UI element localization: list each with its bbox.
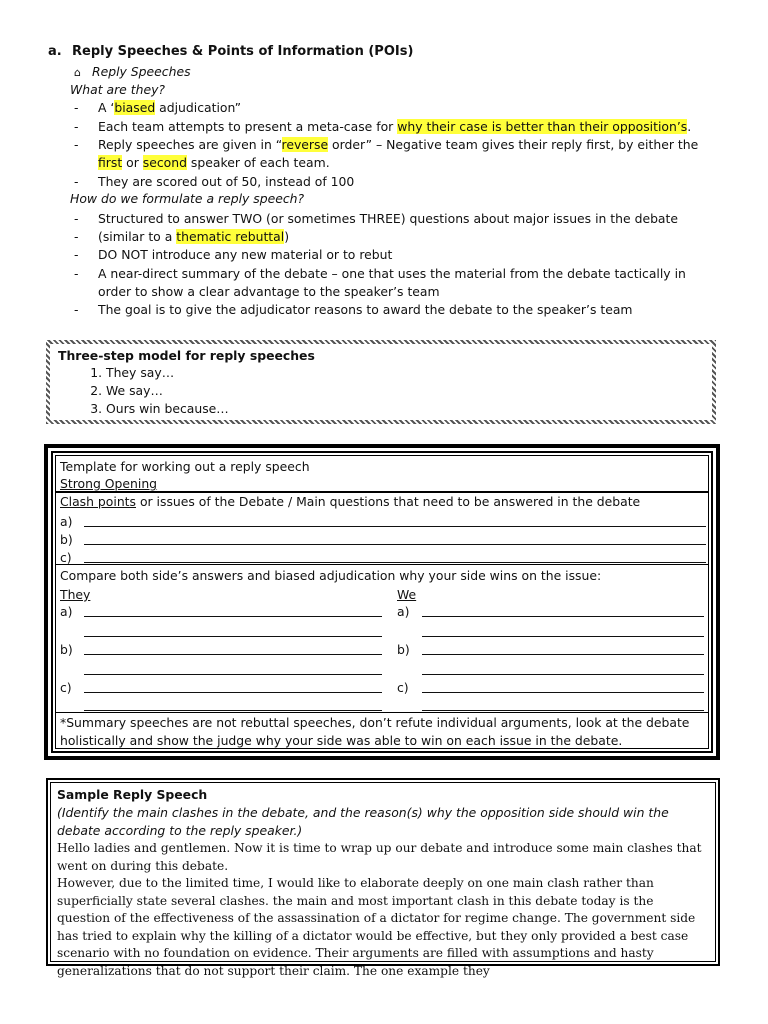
sample-title: Sample Reply Speech bbox=[57, 787, 208, 802]
bullet-item: - Structured to answer TWO (or sometimes THREE) questions about major issues in the debate bbox=[74, 211, 679, 226]
line-label: c) bbox=[60, 550, 72, 565]
strong-opening: Strong Opening bbox=[60, 476, 158, 491]
template-note: *Summary speeches are not rebuttal speeches, don’t refute individual arguments, look at the debate holistically and show the judge why your side was able to win on each issue in the debate. bbox=[60, 715, 690, 748]
highlight: reverse bbox=[281, 137, 329, 152]
line-label: a) bbox=[60, 514, 73, 529]
line-label: b) bbox=[60, 532, 73, 547]
we-label: We bbox=[397, 587, 417, 602]
bullet-item: - A ‘biased adjudication” bbox=[74, 100, 242, 115]
section-heading bbox=[48, 44, 413, 59]
model-step: 1. They say… bbox=[106, 364, 229, 382]
clash-points-label: Clash points or issues of the Debate / Main questions that need to be answered in the debate bbox=[60, 494, 641, 509]
house-bullet-icon: ⌂ bbox=[74, 66, 81, 79]
highlight: first bbox=[98, 155, 123, 170]
template-box bbox=[44, 444, 720, 760]
sample-speech-box bbox=[46, 778, 720, 978]
bullet-item: - (similar to a thematic rebuttal) bbox=[74, 229, 290, 244]
line-label: a) bbox=[60, 604, 73, 619]
model-title: Three-step model for reply speeches bbox=[58, 348, 315, 363]
highlight: why their case is better than their opposition’s bbox=[397, 119, 688, 134]
question-what: What are they? bbox=[70, 82, 165, 97]
speech-paragraph: Hello ladies and gentlemen. Now it is time to wrap up our debate and introduce some main clashes that went on during this debate. bbox=[57, 841, 702, 873]
bullet-item: - Each team attempts to present a meta-case for why their case is better than their opposition’s. bbox=[74, 119, 692, 134]
highlight: thematic rebuttal bbox=[176, 229, 285, 244]
model-step: 3. Ours win because… bbox=[106, 400, 229, 418]
subheading-text: Reply Speeches bbox=[92, 64, 191, 79]
line-label: c) bbox=[397, 680, 409, 695]
bullet-item: - They are scored out of 50, instead of 100 bbox=[74, 174, 355, 189]
section-letter: a. bbox=[48, 44, 62, 59]
bullet-item: - Reply speeches are given in “reverse order” – Negative team gives their reply first, by either the first or second speaker of each team. bbox=[74, 137, 699, 170]
bullet-item: - The goal is to give the adjudicator reasons to award the debate to the speaker’s team bbox=[74, 302, 633, 317]
model-step: 2. We say… bbox=[106, 382, 229, 400]
three-step-model-box bbox=[46, 340, 716, 424]
highlight: biased bbox=[114, 100, 156, 115]
highlight: second bbox=[142, 155, 187, 170]
compare-label: Compare both side’s answers and biased adjudication why your side wins on the issue: bbox=[60, 568, 602, 583]
bullet-item: - A near-direct summary of the debate – one that uses the material from the debate tactically in order to show a clear advantage to the speaker’s team bbox=[74, 266, 686, 299]
template-title: Template for working out a reply speech bbox=[60, 459, 310, 474]
line-label: a) bbox=[397, 604, 410, 619]
speech-paragraph: However, due to the limited time, I would like to elaborate deeply on one main clash rather than superficially state several clashes. the main and most important clash in this debate today is the question of the effectiveness of the assassination of a dictator for regime change. The government side has tried to explain why the killing of a dictator would be effective, but they only provided a best case scenario with no foundation on evidence. Their arguments are filled with assumptions and hasty generalizations that do not support their claim. The one example they bbox=[57, 876, 696, 978]
sample-note: (Identify the main clashes in the debate, and the reason(s) why the opposition side should win the debate according to the reply speaker.) bbox=[57, 805, 669, 838]
line-label: c) bbox=[60, 680, 72, 695]
line-label: b) bbox=[397, 642, 410, 657]
they-label: They bbox=[60, 587, 91, 602]
model-steps bbox=[84, 364, 229, 418]
section-title: Reply Speeches & Points of Information (POIs) bbox=[72, 44, 414, 59]
bullet-item: - DO NOT introduce any new material or to rebut bbox=[74, 247, 393, 262]
question-how: How do we formulate a reply speech? bbox=[70, 191, 305, 206]
line-label: b) bbox=[60, 642, 73, 657]
subheading-reply-speeches bbox=[74, 64, 191, 79]
